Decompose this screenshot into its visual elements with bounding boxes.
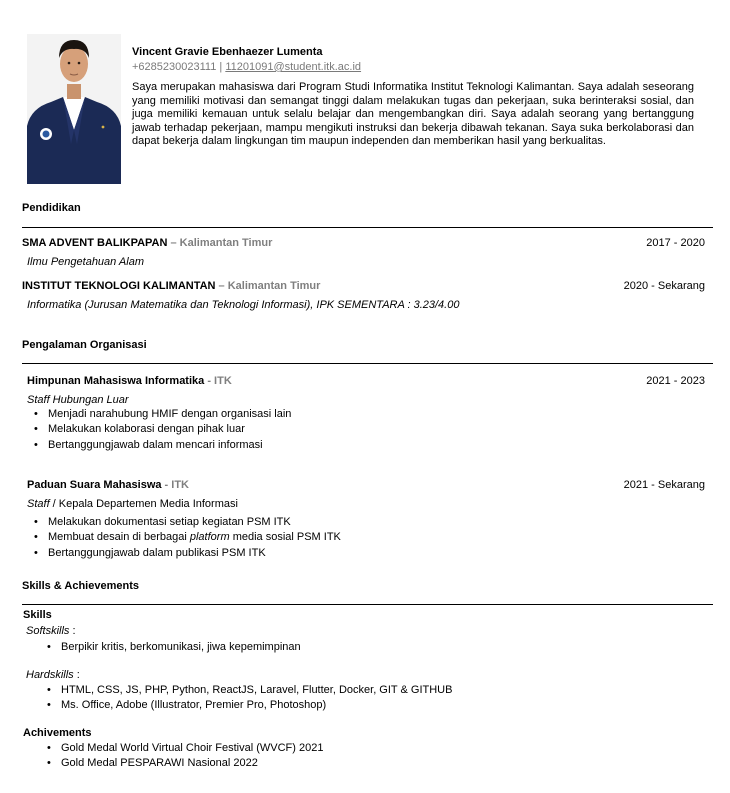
organization-name: Himpunan Mahasiswa Informatika (27, 375, 205, 387)
section-divider-education (22, 227, 713, 228)
softskills-list (61, 640, 301, 655)
list-item: • Bertanggungjawab dalam mencari informasi (48, 438, 291, 453)
organization-name: Paduan Suara Mahasiswa (27, 479, 162, 491)
list-item: • Melakukan dokumentasi setiap kegiatan PSM ITK (48, 515, 341, 530)
organization-2-title (27, 479, 189, 491)
list-item: • HTML, CSS, JS, PHP, Python, ReactJS, Laravel, Flutter, Docker, GIT & GITHUB (61, 683, 452, 698)
bullet-text-b: media sosial PSM ITK (232, 531, 341, 544)
section-title-education: Pendidikan (22, 202, 81, 214)
organization-tag: - ITK (161, 479, 189, 491)
education-period-1: 2017 - 2020 (646, 237, 705, 249)
education-detail-2: Informatika (Jurusan Matematika dan Teknologi Informasi), IPK SEMENTARA : 3.23/4.00 (27, 299, 460, 311)
candidate-name: Vincent Gravie Ebenhaezer Lumenta (132, 46, 323, 58)
organization-1-bullets (48, 407, 291, 453)
role-rest: / Kepala Departemen Media Informasi (49, 498, 238, 510)
organization-1-title (27, 375, 232, 387)
contact-line (132, 61, 361, 73)
education-period-2: 2020 - Sekarang (623, 280, 705, 292)
list-item: • Bertanggungjawab dalam publikasi PSM ITK (48, 546, 341, 561)
list-item: • Gold Medal World Virtual Choir Festival (WVCF) 2021 (61, 741, 323, 756)
organization-1-role: Staff Hubungan Luar (27, 394, 129, 406)
list-item: • Melakukan kolaborasi dengan pihak luar (48, 422, 291, 437)
organization-1-period: 2021 - 2023 (646, 375, 705, 387)
softskills-label (26, 625, 76, 637)
bullet-text-italic: platform (189, 531, 230, 544)
organization-2-period: 2021 - Sekarang (623, 479, 705, 491)
organization-tag: - ITK (204, 375, 232, 387)
section-divider-skills (22, 604, 713, 605)
organization-2-role (27, 498, 238, 510)
profile-photo-image (27, 34, 121, 184)
hardskills-label-text: Hardskills (26, 669, 74, 681)
education-school-2 (22, 280, 320, 292)
list-item: • Menjadi narahubung HMIF dengan organisasi lain (48, 407, 291, 422)
role-italic: Staff (27, 498, 50, 510)
phone-number: +6285230023111 (132, 61, 217, 73)
hardskills-list (61, 683, 452, 714)
hardskills-label (26, 669, 80, 681)
education-school-1 (22, 237, 272, 249)
school-location: – Kalimantan Timur (167, 237, 273, 249)
section-title-organization: Pengalaman Organisasi (22, 339, 147, 351)
contact-separator: | (216, 61, 226, 73)
softskills-label-text: Softskills (26, 625, 70, 637)
softskills-colon: : (69, 625, 76, 637)
school-location: – Kalimantan Timur (215, 280, 321, 292)
list-item: • Berpikir kritis, berkomunikasi, jiwa kepemimpinan (61, 640, 301, 655)
email-link[interactable]: 11201091@student.itk.ac.id (225, 61, 362, 73)
profile-photo (27, 34, 121, 184)
school-name: INSTITUT TEKNOLOGI KALIMANTAN (22, 280, 216, 292)
achievements-heading: Achivements (23, 727, 92, 739)
organization-2-bullets (48, 515, 341, 561)
hardskills-colon: : (73, 669, 80, 681)
list-item (48, 530, 341, 545)
achievements-list (61, 741, 323, 770)
profile-summary: Saya merupakan mahasiswa dari Program Studi Informatika Institut Teknologi Kalimantan. Saya adalah seseorang yang memiliki motivasi dan semangat tinggi dalam melakukan tugas dan pekerjaan, suka berinteraksi sosial, dan juga memiliki kemauan untuk selalu belajar dan mengembangkan diri. Saya adalah seorang yang bertanggung jawab terhadap pekerjaan, mampu mengikuti instruksi dan bekerja dibawah tekanan. Saya suka berkolaborasi dan dapat bekerja dalam lingkungan tim maupun independen dan memberikan hasil yang berkualitas. (132, 81, 694, 147)
section-divider-organization (22, 363, 713, 364)
education-detail-1: Ilmu Pengetahuan Alam (27, 256, 144, 268)
skills-heading: Skills (23, 609, 52, 621)
list-item: • Gold Medal PESPARAWI Nasional 2022 (61, 756, 323, 771)
section-title-skills: Skills & Achievements (22, 580, 139, 592)
school-name: SMA ADVENT BALIKPAPAN (22, 237, 168, 249)
bullet-text-a: Membuat desain di berbagai (48, 531, 190, 544)
list-item: • Ms. Office, Adobe (Illustrator, Premier Pro, Photoshop) (61, 698, 452, 713)
